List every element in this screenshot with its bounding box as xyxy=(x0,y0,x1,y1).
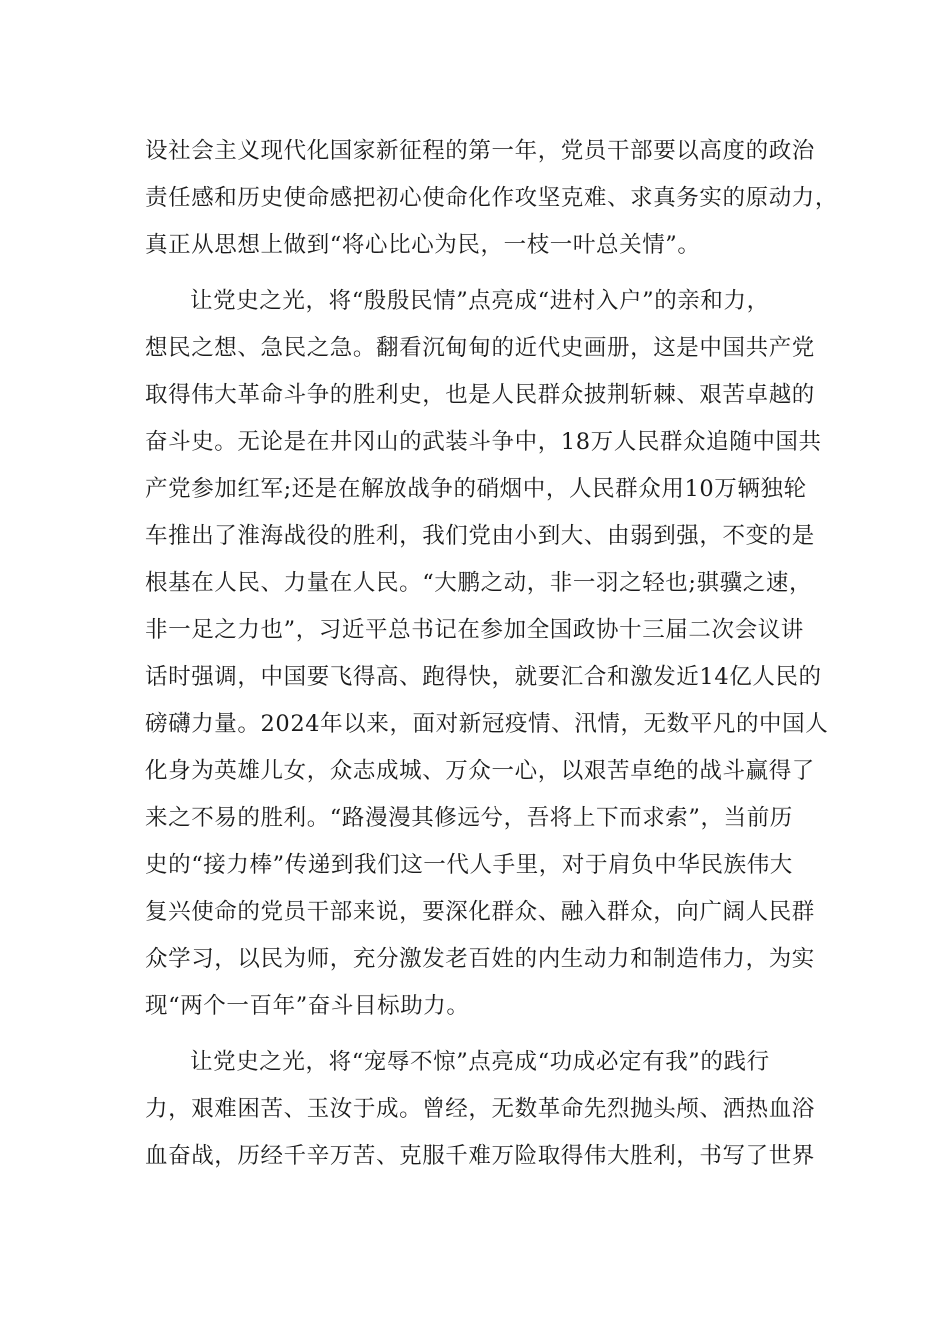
text-line: 产党参加红军;还是在解放战争的硝烟中，人民群众用10万辆独轮 xyxy=(145,476,807,502)
text-line: 让党史之光，将“宠辱不惊”点亮成“功成必定有我”的践行 xyxy=(190,1049,770,1075)
text-line: 话时强调，中国要飞得高、跑得快，就要汇合和激发近14亿人民的 xyxy=(145,664,822,690)
paragraph-3 xyxy=(145,1039,820,1180)
text-line: 复兴使命的党员干部来说，要深化群众、融入群众，向广阔人民群 xyxy=(145,899,815,925)
text-line: 众学习，以民为师，充分激发老百姓的内生动力和制造伟力，为实 xyxy=(145,946,815,972)
text-line: 奋斗史。无论是在井冈山的武装斗争中，18万人民群众追随中国共 xyxy=(145,429,822,455)
paragraph-2 xyxy=(145,278,829,1030)
text-line: 血奋战，历经千辛万苦、克服千难万险取得伟大胜利，书写了世界 xyxy=(145,1143,815,1169)
text-line: 想民之想、急民之急。翻看沉甸甸的近代史画册，这是中国共产党 xyxy=(145,335,815,361)
text-line: 非一足之力也”，习近平总书记在参加全国政协十三届二次会议讲 xyxy=(145,617,804,643)
paragraph-gap xyxy=(145,269,820,278)
text-line: 化身为英雄儿女，众志成城、万众一心，以艰苦卓绝的战斗赢得了 xyxy=(145,758,815,784)
text-line: 根基在人民、力量在人民。“大鹏之动，非一羽之轻也;骐骥之速， xyxy=(145,570,813,596)
text-line: 责任感和历史使命感把初心使命化作攻坚克难、求真务实的原动力， xyxy=(145,185,839,211)
text-line: 磅礴力量。2024年以来，面对新冠疫情、汛情，无数平凡的中国人 xyxy=(145,711,829,737)
text-line: 设社会主义现代化国家新征程的第一年，党员干部要以高度的政治 xyxy=(145,138,815,164)
text-line: 取得伟大革命斗争的胜利史，也是人民群众披荆斩棘、艰苦卓越的 xyxy=(145,382,815,408)
paragraph-1 xyxy=(145,128,839,269)
text-line: 让党史之光，将“殷殷民情”点亮成“进村入户”的亲和力， xyxy=(190,288,770,314)
text-line: 力，艰难困苦、玉汝于成。曾经，无数革命先烈抛头颅、洒热血浴 xyxy=(145,1096,815,1122)
document-body xyxy=(145,128,839,1180)
paragraph-gap xyxy=(145,1030,820,1039)
text-line: 真正从思想上做到“将心比心为民，一枝一叶总关情”。 xyxy=(145,232,701,258)
text-line: 现“两个一百年”奋斗目标助力。 xyxy=(145,993,470,1019)
text-line: 车推出了淮海战役的胜利，我们党由小到大、由弱到强，不变的是 xyxy=(145,523,815,549)
text-line: 来之不易的胜利。“路漫漫其修远兮，吾将上下而求索”，当前历 xyxy=(145,805,793,831)
text-line: 史的“接力棒”传递到我们这一代人手里，对于肩负中华民族伟大 xyxy=(145,852,793,878)
